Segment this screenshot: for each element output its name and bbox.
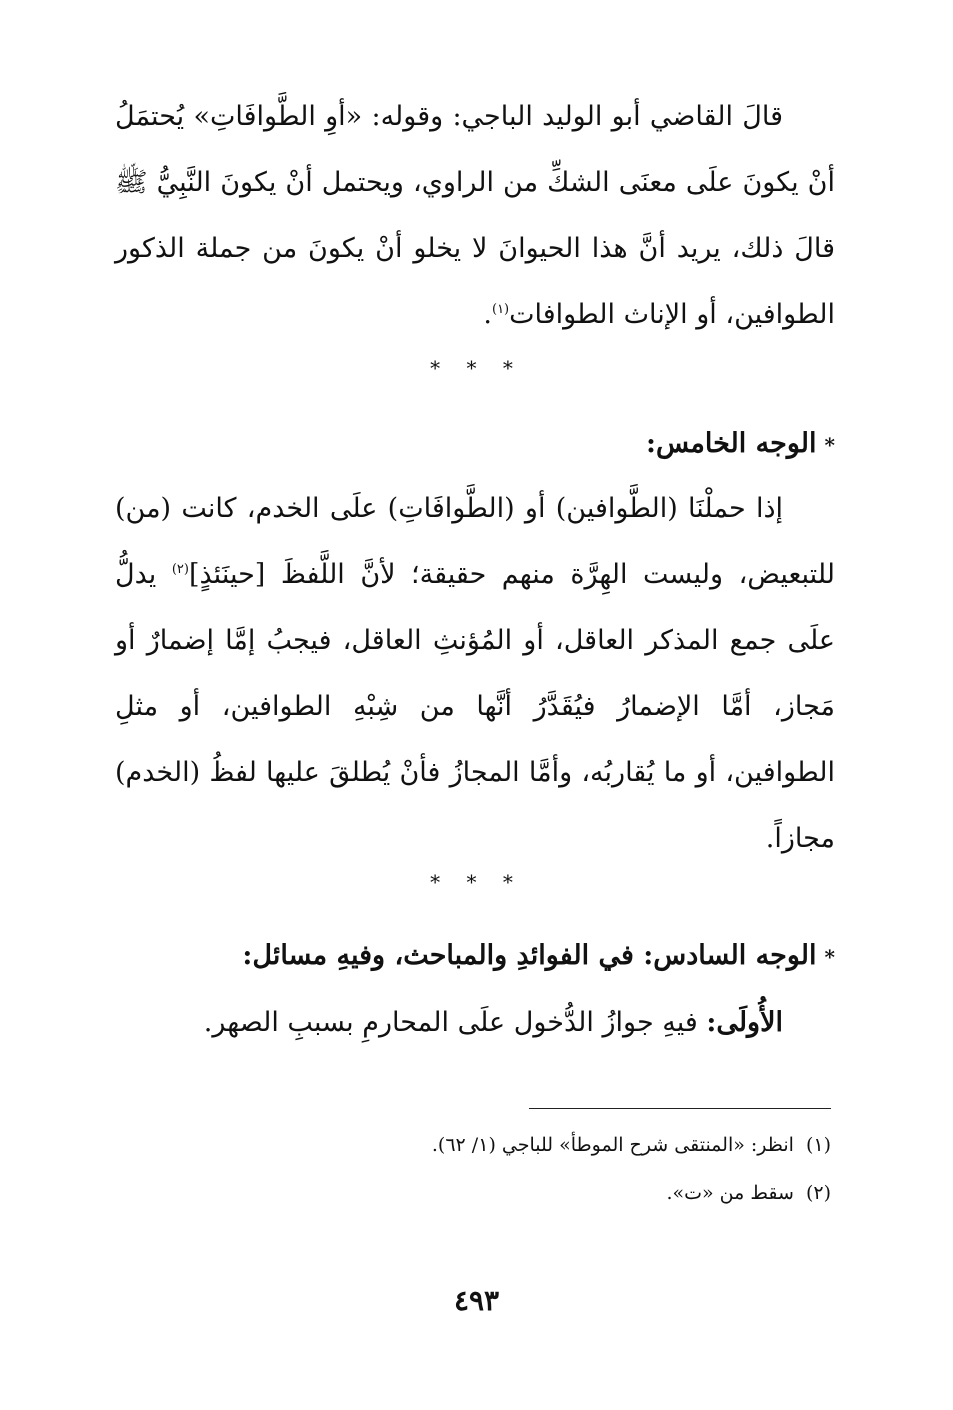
page-number: ٤٩٣: [453, 1284, 500, 1317]
footnote-text: انظر: «المنتقى شرح الموطأ» للباجي (١/ ٦٢).: [431, 1134, 794, 1156]
footnote-ref-2[interactable]: (٢): [171, 562, 189, 577]
heading-text: الوجه الخامس:: [646, 428, 817, 459]
asterisk-icon: *: [824, 945, 835, 969]
section-heading-sixth: [242, 940, 835, 971]
footnote-number: (٢): [805, 1182, 831, 1204]
footnote-divider: [529, 1108, 831, 1109]
footnote-ref-1[interactable]: (١): [491, 302, 510, 317]
section-heading-fifth: [646, 428, 835, 459]
issue-label: الأُولَى:: [706, 1007, 783, 1038]
section-separator: * * *: [430, 870, 523, 894]
section-separator: * * *: [430, 356, 523, 380]
paragraph-baji-quote: قالَ القاضي أبو الوليد الباجي: وقوله: «أوِ الطَّوافَاتِ» يُحتمَلُ أنْ يكونَ علَى معنَى الشكِّ من الراوي، ويحتمل أنْ يكونَ النَّبِيُّ ﷺ قالَ ذلك، يريد أنَّ هذا الحيوانَ لا يخلو أنْ يكونَ من جملة الذكور الطوافين، أو الإناث الطوافات$^{(١)}$.: [115, 101, 835, 330]
paragraph-first-issue: الأُولَى: فيهِ جوازُ الدُّخول علَى المحارمِ بسببِ الصهر.: [203, 1007, 783, 1038]
footnote-number: (١): [805, 1134, 831, 1156]
footnote-1: [432, 1134, 831, 1156]
footnote-2: [666, 1182, 831, 1204]
heading-text: الوجه السادس: في الفوائدِ والمباحث، وفيهِ مسائل:: [242, 940, 817, 971]
asterisk-icon: *: [824, 433, 835, 457]
footnote-text: سقط من «ت».: [666, 1182, 794, 1204]
paragraph-fifth-aspect: إذا حملْنَا (الطَّوافين) أو (الطَّوافَاتِ) علَى الخدم، كانت (من) للتبعيض، وليست الهِرَّة منهم حقيقة؛ لأنَّ اللَّفظَ [حينَئذٍ]$^{(٢)}$ يدلُّ علَى جمع المذكر العاقل، أو المُؤنثِ العاقل، فيجبُ إمَّا إضمارٌ أو مَجاز، أمَّا الإضمارُ فيُقَدَّرُ أنَّها من شِبْهِ الطوافين، أو مثلِ الطوافين، أو ما يُقاربُه، وأمَّا المجازُ فأنْ يُطلقَ عليها لفظُ (الخدم) مجازاً.: [115, 493, 835, 854]
